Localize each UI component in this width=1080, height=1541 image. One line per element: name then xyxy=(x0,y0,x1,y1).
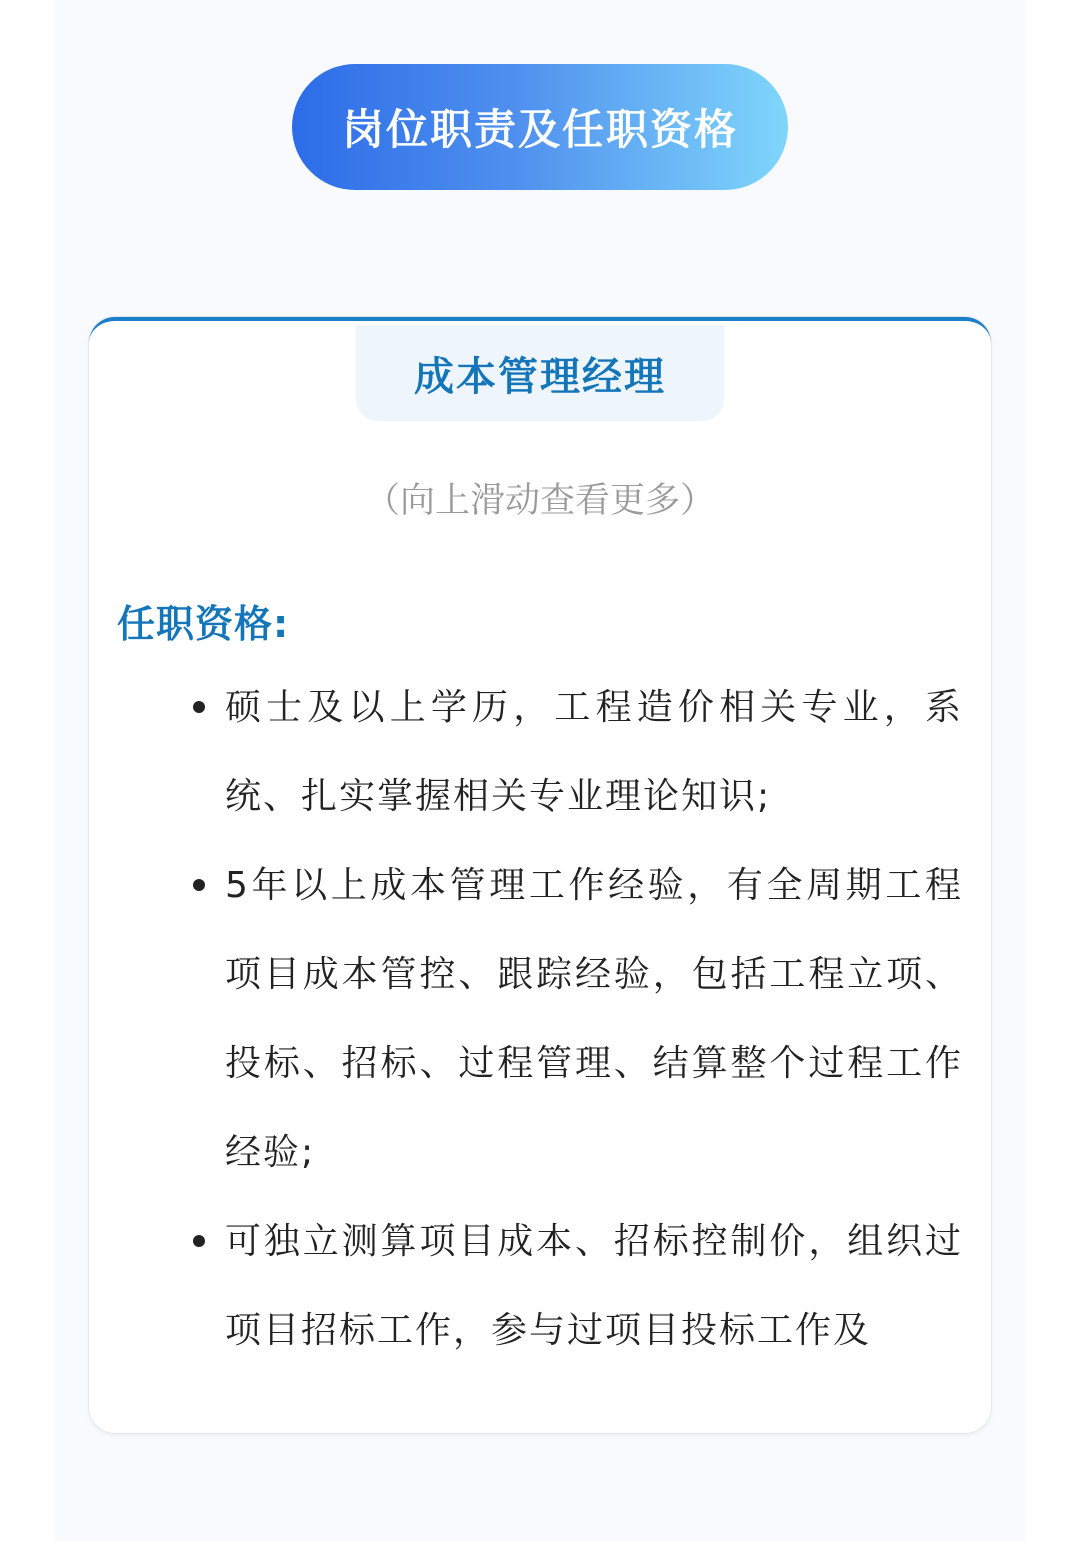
scroll-hint: （向上滑动查看更多） xyxy=(364,481,715,521)
section-header-title: 岗位职责及任职资格 xyxy=(341,105,738,154)
list-item xyxy=(89,663,991,841)
section-header-pill xyxy=(292,64,788,190)
bullet-icon xyxy=(193,1235,205,1247)
qualifications-heading: 任职资格: xyxy=(117,602,290,646)
requirement-text: 5年以上成本管理工作经验，有全周期工程项目成本管控、跟踪经验，包括工程立项、投标、招标、过程管理、结算整个过程工作经验; xyxy=(225,865,963,1173)
list-item xyxy=(89,1197,991,1375)
requirement-text: 硕士及以上学历，工程造价相关专业，系统、扎实掌握相关专业理论知识; xyxy=(225,687,963,817)
bullet-icon xyxy=(193,701,205,713)
job-title-tab xyxy=(356,325,724,421)
requirements-list xyxy=(89,663,991,1375)
job-title: 成本管理经理 xyxy=(414,353,666,400)
list-item xyxy=(89,841,991,1197)
job-card[interactable] xyxy=(89,317,991,1433)
bullet-icon xyxy=(193,879,205,891)
requirement-text: 可独立测算项目成本、招标控制价，组织过项目招标工作，参与过项目投标工作及 xyxy=(225,1221,963,1351)
